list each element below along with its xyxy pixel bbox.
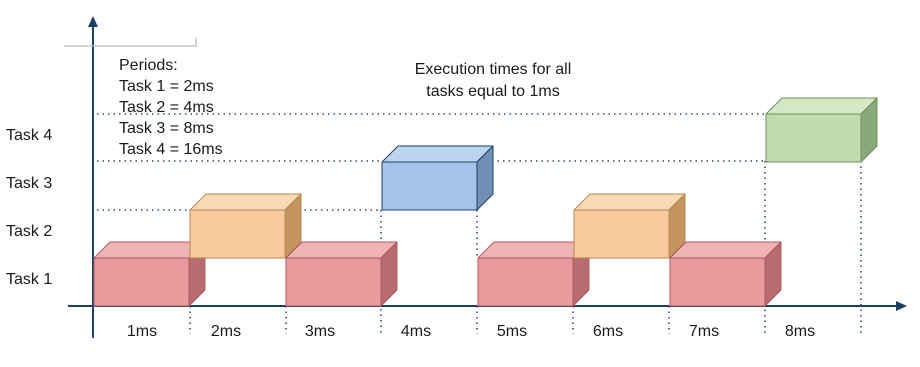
periods-box-border <box>64 38 196 46</box>
period-task4: Task 4 = 16ms <box>119 141 223 158</box>
block-top-face <box>382 146 493 162</box>
task1-label: Task 1 <box>6 271 53 288</box>
time-label-4ms: 4ms <box>400 323 432 340</box>
y-axis-arrowhead <box>88 16 98 27</box>
x-axis-arrowhead <box>896 301 907 311</box>
periods-legend <box>119 57 223 158</box>
task3-label: Task 3 <box>6 175 53 192</box>
task2-block <box>574 194 685 258</box>
block-front-face <box>190 210 285 258</box>
block-front-face <box>94 258 189 306</box>
task4-label: Task 4 <box>6 127 53 144</box>
time-label-6ms: 6ms <box>592 323 624 340</box>
block-front-face <box>766 114 861 162</box>
block-top-face <box>670 242 781 258</box>
block-front-face <box>670 258 765 306</box>
block-front-face <box>478 258 573 306</box>
time-label-7ms: 7ms <box>688 323 720 340</box>
block-top-face <box>766 98 877 114</box>
task1-block <box>478 242 589 306</box>
periods-heading: Periods: <box>119 57 178 74</box>
block-top-face <box>190 194 301 210</box>
block-front-face <box>382 162 477 210</box>
task2-label: Task 2 <box>6 223 53 240</box>
task4-block <box>766 98 877 162</box>
period-task3: Task 3 = 8ms <box>119 120 214 137</box>
block-top-face <box>478 242 589 258</box>
task1-block <box>94 242 205 306</box>
block-front-face <box>574 210 669 258</box>
execution-note <box>415 61 572 100</box>
task1-block <box>670 242 781 306</box>
time-label-8ms: 8ms <box>784 323 816 340</box>
period-task2: Task 2 = 4ms <box>119 99 214 116</box>
block-top-face <box>94 242 205 258</box>
note-line-2: tasks equal to 1ms <box>426 83 560 100</box>
time-label-2ms: 2ms <box>210 323 242 340</box>
task3-block <box>382 146 493 210</box>
time-label-5ms: 5ms <box>496 323 528 340</box>
task2-block <box>190 194 301 258</box>
task-labels <box>6 127 52 288</box>
note-line-1: Execution times for all <box>414 61 572 78</box>
time-label-1ms: 1ms <box>126 323 158 340</box>
block-top-face <box>574 194 685 210</box>
task1-block <box>286 242 397 306</box>
period-task1: Task 1 = 2ms <box>119 78 214 95</box>
block-top-face <box>286 242 397 258</box>
time-label-3ms: 3ms <box>304 323 336 340</box>
time-labels <box>127 323 815 340</box>
block-front-face <box>286 258 381 306</box>
